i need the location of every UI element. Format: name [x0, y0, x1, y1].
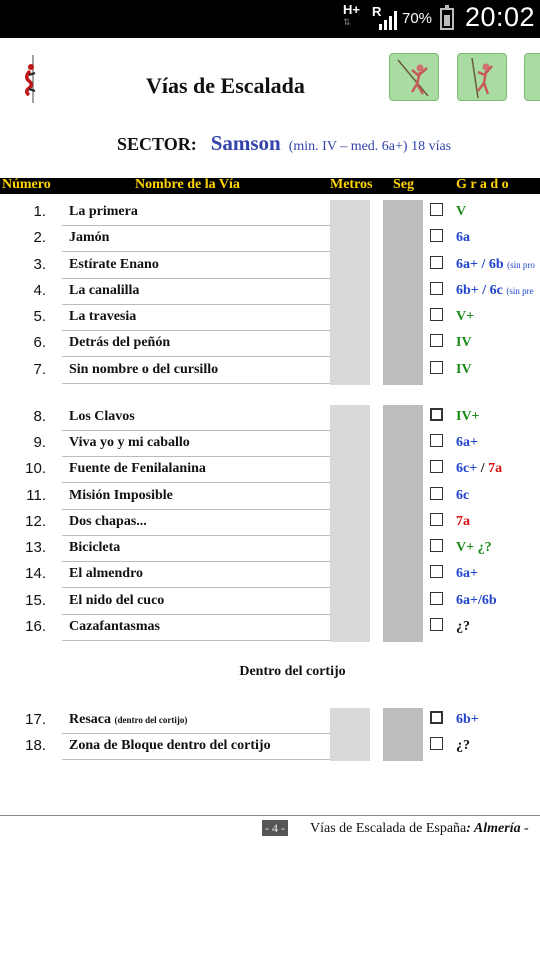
page-number: - 4 -	[262, 820, 288, 836]
route-name: Sin nombre o del cursillo	[69, 362, 219, 377]
table-header	[0, 178, 540, 194]
route-row	[0, 562, 540, 588]
route-number: 18.	[25, 737, 46, 754]
clock: 20:02	[465, 2, 536, 32]
route-number: 11.	[26, 487, 46, 504]
route-grade: 6b+	[456, 712, 479, 727]
route-row	[0, 331, 540, 357]
route-name: Bicicleta	[69, 540, 121, 555]
route-name: Misión Imposible	[69, 488, 173, 503]
route-number: 14.	[25, 565, 46, 582]
route-name: Viva yo y mi caballo	[69, 435, 190, 450]
route-row	[0, 734, 540, 760]
signal-icon	[378, 10, 398, 30]
route-name-note: (dentro del cortijo)	[114, 715, 188, 725]
route-name: Fuente de Fenilalanina	[69, 461, 206, 476]
route-row	[0, 358, 540, 384]
route-checkbox[interactable]	[430, 434, 443, 447]
route-name: La travesia	[69, 309, 137, 324]
route-checkbox[interactable]	[430, 256, 443, 269]
route-checkbox[interactable]	[430, 361, 443, 374]
footer-text	[310, 821, 529, 837]
route-row	[0, 305, 540, 331]
route-grade: IV	[456, 335, 472, 350]
route-name: Dos chapas...	[69, 514, 147, 529]
route-grade-group	[456, 257, 535, 273]
route-name: Zona de Bloque dentro del cortijo	[69, 738, 271, 753]
col-seg: Seg	[393, 177, 414, 192]
route-row	[0, 431, 540, 457]
footer-divider	[0, 815, 540, 816]
route-checkbox[interactable]	[430, 229, 443, 242]
route-number: 8.	[33, 408, 46, 425]
route-grade-note: (sin pro	[507, 260, 535, 270]
route-row	[0, 536, 540, 562]
route-number: 13.	[25, 539, 46, 556]
route-grade: 6c	[456, 488, 470, 503]
route-checkbox[interactable]	[430, 513, 443, 526]
col-metros: Metros	[330, 177, 373, 192]
status-bar	[0, 0, 540, 38]
section-label: Dentro del cortijo	[239, 664, 346, 679]
footer-title: Vías de Escalada de España	[310, 821, 467, 836]
route-name: Detrás del peñón	[69, 335, 171, 350]
route-number: 5.	[33, 308, 46, 325]
route-grade-alt: 7a	[488, 461, 503, 476]
sector-name: Samson	[210, 131, 281, 155]
route-checkbox[interactable]	[430, 565, 443, 578]
route-row	[0, 510, 540, 536]
route-checkbox[interactable]	[430, 203, 443, 216]
route-number: 3.	[33, 256, 46, 273]
climber-photo-icon	[458, 54, 506, 100]
route-row	[0, 708, 540, 734]
network-indicator: H+ ⇅	[343, 2, 360, 27]
route-name: Jamón	[69, 230, 110, 245]
route-number: 6.	[33, 334, 46, 351]
route-row	[0, 279, 540, 305]
route-name: La primera	[69, 204, 138, 219]
route-checkbox[interactable]	[430, 460, 443, 473]
footer-region: : Almería -	[466, 821, 529, 836]
route-name: Cazafantasmas	[69, 619, 160, 634]
battery-icon	[440, 8, 454, 30]
route-grade: 6b+ / 6c	[456, 283, 503, 298]
route-grade: 6a+ / 6b	[456, 257, 504, 272]
sector-summary: (min. IV – med. 6a+) 18 vías	[288, 139, 452, 154]
roaming-indicator: R	[372, 4, 382, 19]
route-grade-note: (sin pre	[506, 286, 534, 296]
route-name: Estírate Enano	[69, 257, 159, 272]
route-name: El nido del cuco	[69, 593, 165, 608]
climber-thumbnail-3[interactable]	[524, 53, 540, 101]
route-checkbox[interactable]	[430, 711, 443, 724]
route-number: 7.	[33, 361, 46, 378]
route-checkbox[interactable]	[430, 539, 443, 552]
route-number: 2.	[33, 229, 46, 246]
route-row	[0, 253, 540, 279]
route-row	[0, 615, 540, 641]
route-grade: V+ ¿?	[456, 540, 492, 555]
route-row	[0, 484, 540, 510]
route-row	[0, 405, 540, 431]
route-number: 9.	[33, 434, 46, 451]
route-checkbox[interactable]	[430, 282, 443, 295]
route-grade: V+	[456, 309, 475, 324]
route-grade-group: 6c+ / 7a	[456, 461, 503, 476]
route-number: 15.	[25, 592, 46, 609]
route-grade: IV+	[456, 409, 480, 424]
col-nombre: Nombre de la Vía	[135, 177, 240, 192]
route-number: 17.	[25, 711, 46, 728]
route-name-group	[69, 712, 187, 728]
route-grade: 7a	[456, 514, 470, 529]
battery-percent: 70%	[402, 10, 433, 27]
route-name: El almendro	[69, 566, 144, 581]
route-row	[0, 226, 540, 252]
route-checkbox[interactable]	[430, 487, 443, 500]
route-grade: IV	[456, 362, 472, 377]
col-numero: Número	[2, 177, 51, 192]
route-number: 1.	[33, 203, 46, 220]
route-name: Los Clavos	[69, 409, 135, 424]
climber-thumbnail-2[interactable]	[457, 53, 507, 101]
route-grade-group	[456, 283, 534, 299]
route-number: 10.	[25, 460, 46, 477]
route-grade: 6a+	[456, 566, 478, 581]
col-grado: G r a d o	[456, 177, 509, 192]
route-row	[0, 200, 540, 226]
sector-heading	[117, 131, 451, 156]
route-checkbox[interactable]	[430, 308, 443, 321]
route-name: Resaca	[69, 712, 111, 727]
route-grade: ¿?	[456, 619, 470, 634]
route-name: La canalilla	[69, 283, 140, 298]
climber-photo-icon	[390, 54, 438, 100]
route-grade: 6a+/6b	[456, 593, 497, 608]
climber-logo-icon	[20, 55, 42, 103]
route-number: 4.	[33, 282, 46, 299]
route-grade: 6a+	[456, 435, 478, 450]
route-row	[0, 589, 540, 615]
route-number: 12.	[25, 513, 46, 530]
route-grade: V	[456, 204, 467, 219]
climber-thumbnail-1[interactable]	[389, 53, 439, 101]
route-checkbox[interactable]	[430, 408, 443, 421]
route-grade: 6c+	[456, 461, 478, 476]
route-grade: 6a	[456, 230, 470, 245]
route-grade: ¿?	[456, 738, 470, 753]
page-title: Vías de Escalada	[146, 73, 305, 98]
route-checkbox[interactable]	[430, 592, 443, 605]
route-checkbox[interactable]	[430, 737, 443, 750]
route-number: 16.	[25, 618, 46, 635]
route-checkbox[interactable]	[430, 618, 443, 631]
route-row	[0, 457, 540, 483]
sector-label: SECTOR:	[117, 134, 197, 154]
route-checkbox[interactable]	[430, 334, 443, 347]
